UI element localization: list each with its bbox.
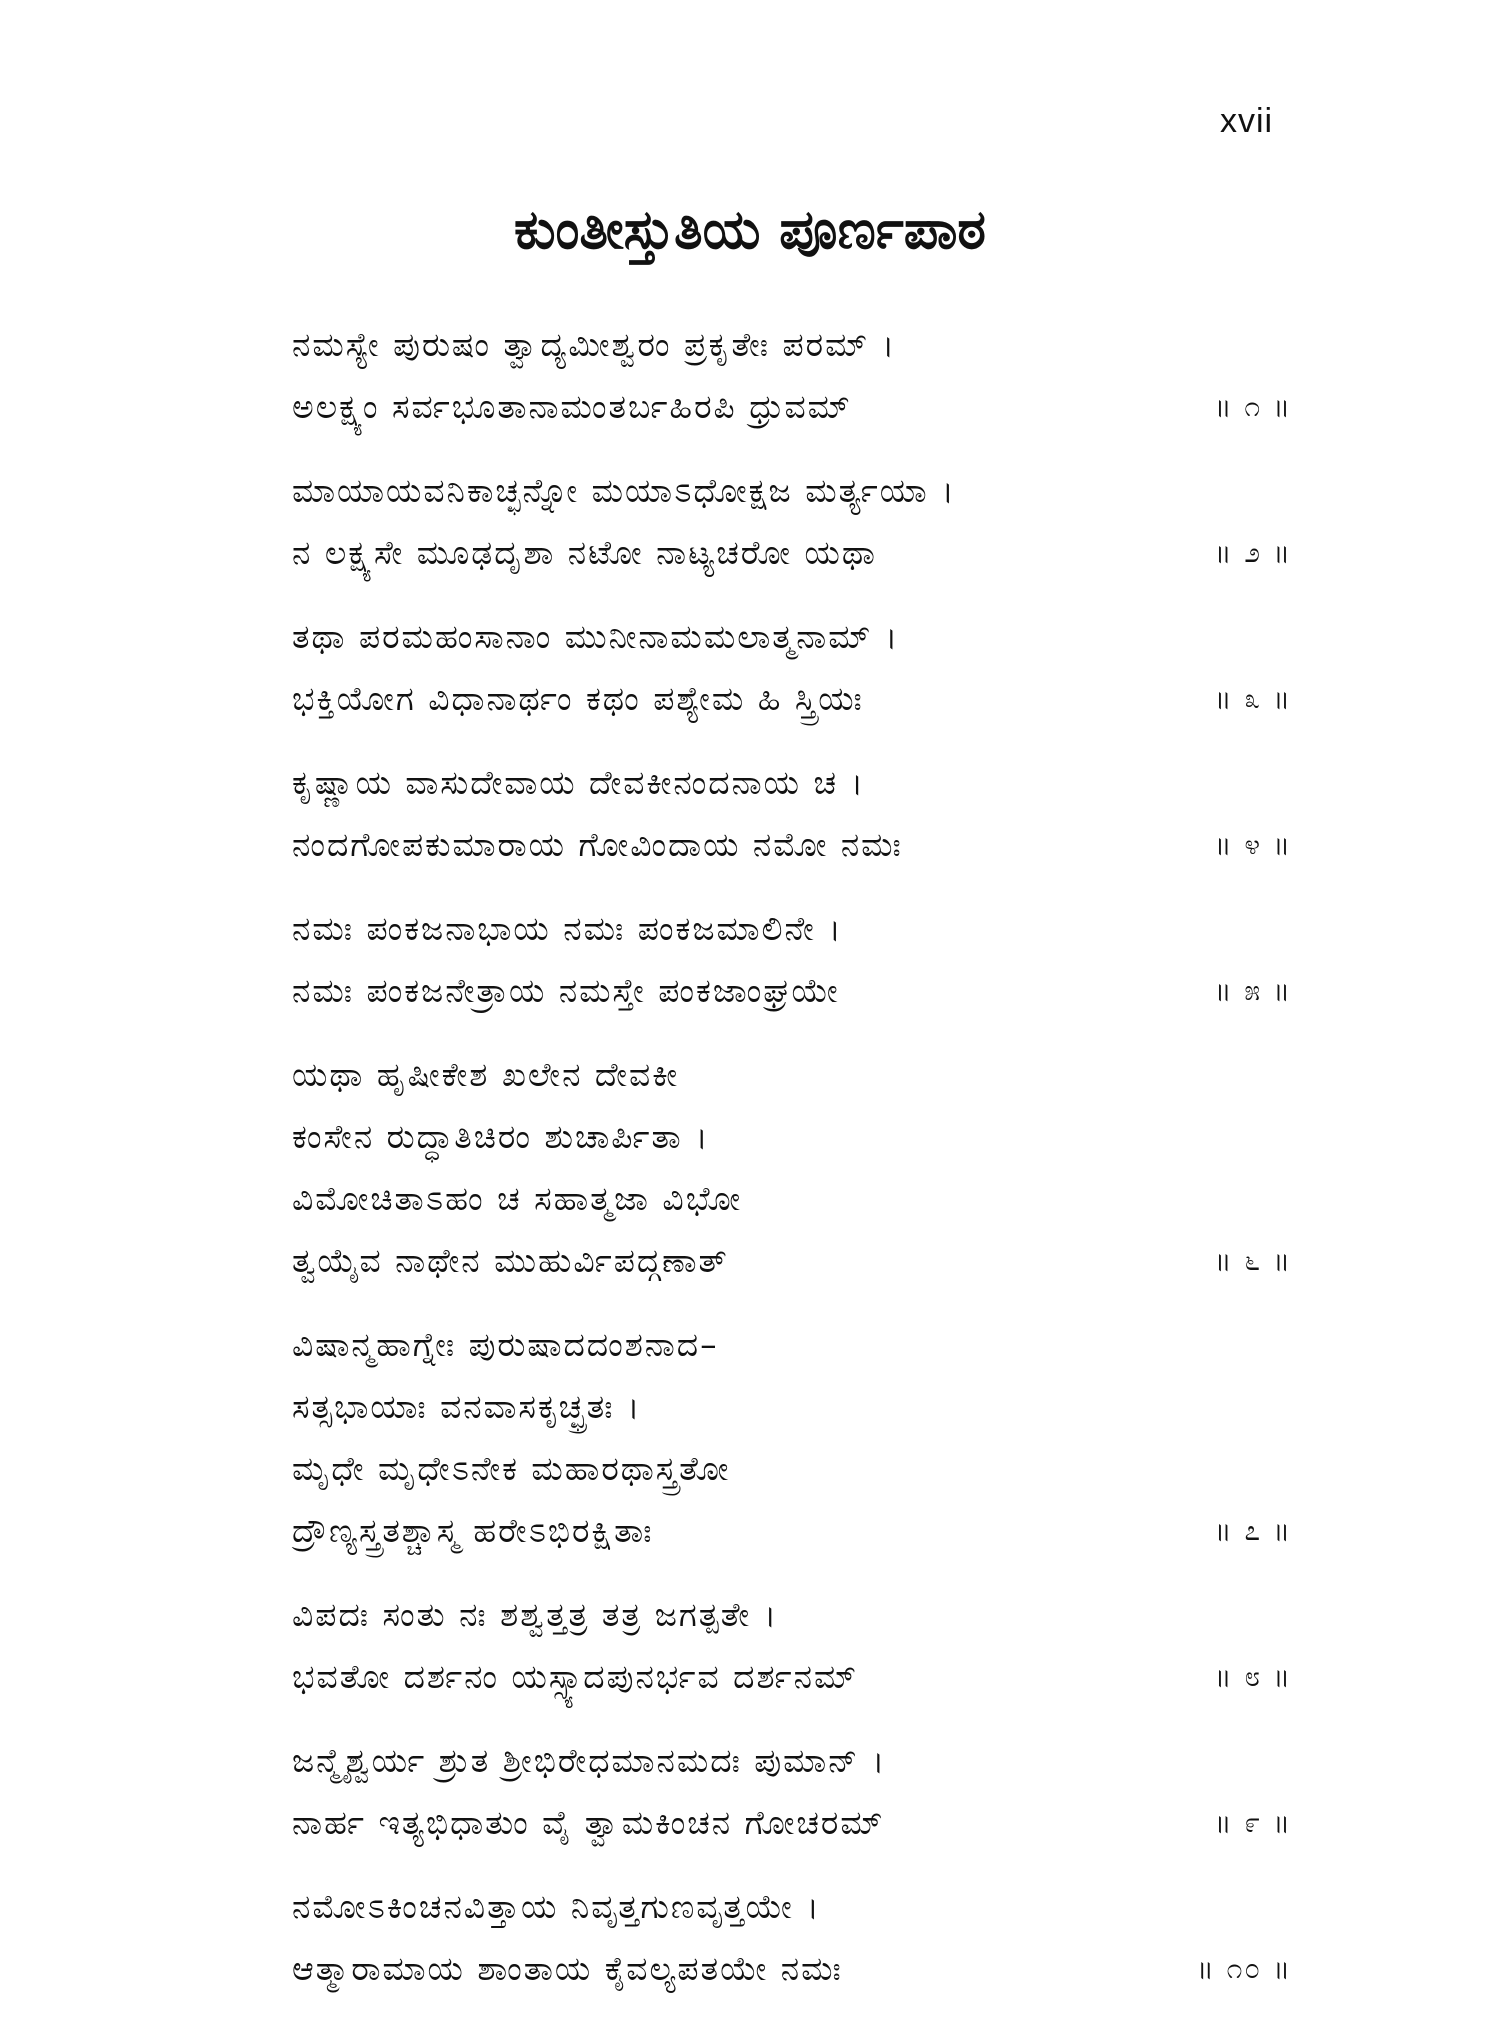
verse-line [292,1500,1292,1562]
verse-line [292,1314,1292,1376]
verse-line [292,668,1292,730]
verse-block [292,1044,1292,1292]
verse-block [292,314,1292,438]
verse-text: ನ ಲಕ್ಷ್ಯಸೇ ಮೂಢದೃಶಾ ನಟೋ ನಾಟ್ಯಚರೋ ಯಥಾ [292,533,877,572]
verse-block [292,460,1292,584]
verse-text: ಮೃಧೇ ಮೃಧೇಽನೇಕ ಮಹಾರಥಾಸ್ತ್ರತೋ [292,1449,731,1488]
verse-text: ತಥಾ ಪರಮಹಂಸಾನಾಂ ಮುನೀನಾಮಮಲಾತ್ಮನಾಮ್ । [292,617,900,656]
verse-block [292,1314,1292,1562]
verse-number: ॥ ೪ ॥ [1214,828,1292,861]
verse-text: ಅಲಕ್ಷ್ಯಂ ಸರ್ವಭೂತಾನಾಮಂತರ್ಬಹಿರಪಿ ಧ್ರುವಮ್ [292,387,852,426]
verse-text: ನಮಃ ಪಂಕಜನಾಭಾಯ ನಮಃ ಪಂಕಜಮಾಲಿನೇ । [292,909,843,948]
verse-number: ॥ ೮ ॥ [1214,1660,1292,1693]
verse-number: ॥ ೭ ॥ [1214,1514,1292,1547]
verse-line [292,1376,1292,1438]
verse-text: ಕಂಸೇನ ರುದ್ಧಾತಿಚಿರಂ ಶುಚಾರ್ಪಿತಾ । [292,1117,710,1156]
verse-line [292,898,1292,960]
verse-line [292,1044,1292,1106]
verse-text: ಯಥಾ ಹೃಷೀಕೇಶ ಖಲೇನ ದೇವಕೀ [292,1055,680,1094]
verse-line [292,606,1292,668]
verse-number: ॥ ೧೦ ॥ [1196,1952,1292,1985]
verse-line [292,314,1292,376]
verse-line [292,1168,1292,1230]
verse-line [292,960,1292,1022]
verse-line [292,1646,1292,1708]
verse-text: ಮಾಯಾಯವನಿಕಾಚ್ಛನ್ನೋ ಮಯಾಽಧೋಕ್ಷಜ ಮರ್ತ್ಯಯಾ । [292,471,956,510]
verse-line [292,1876,1292,1938]
verse-block [292,898,1292,1022]
verse-text: ನಮಸ್ಯೇ ಪುರುಷಂ ತ್ವಾದ್ಯಮೀಶ್ವರಂ ಪ್ರಕೃತೇಃ ಪರಮ್ । [292,325,897,364]
verse-number: ॥ ೯ ॥ [1214,1806,1292,1839]
verse-number: ॥ ೩ ॥ [1214,682,1292,715]
verse-line [292,814,1292,876]
verse-line [292,1230,1292,1292]
verse-text: ಭಕ್ತಿಯೋಗ ವಿಧಾನಾರ್ಥಂ ಕಥಂ ಪಶ್ಯೇಮ ಹಿ ಸ್ತ್ರಿಯಃ [292,679,864,718]
page-number: xvii [1220,102,1274,140]
verse-block [292,1584,1292,1708]
verse-text: ಕೃಷ್ಣಾಯ ವಾಸುದೇವಾಯ ದೇವಕೀನಂದನಾಯ ಚ । [292,763,866,802]
verse-text: ವಿಷಾನ್ಮಹಾಗ್ನೇಃ ಪುರುಷಾದದಂಶನಾದ– [292,1325,719,1364]
verse-number: ॥ ೫ ॥ [1214,974,1292,1007]
verse-number: ॥ ೨ ॥ [1214,536,1292,569]
verse-text: ತ್ವಯೈವ ನಾಥೇನ ಮುಹುರ್ವಿಪದ್ಗಣಾತ್ [292,1241,729,1280]
verse-block [292,1730,1292,1854]
verse-text: ನಮಃ ಪಂಕಜನೇತ್ರಾಯ ನಮಸ್ತೇ ಪಂಕಜಾಂಘ್ರಯೇ [292,971,840,1010]
verse-text: ದ್ರೌಣ್ಯಸ್ತ್ರತಶ್ಚಾಸ್ಮ ಹರೇಽಭಿರಕ್ಷಿತಾಃ [292,1511,654,1550]
verse-line [292,1938,1292,2000]
verse-line [292,1584,1292,1646]
verse-text: ಜನ್ಮೈಶ್ವರ್ಯ ಶ್ರುತ ಶ್ರೀಭಿರೇಧಮಾನಮದಃ ಪುಮಾನ್ । [292,1741,887,1780]
verse-text: ಸತ್ಸಭಾಯಾಃ ವನವಾಸಕೃಚ್ಛ್ರತಃ । [292,1387,642,1426]
verse-line [292,376,1292,438]
verse-line [292,1730,1292,1792]
verse-block [292,752,1292,876]
verse-text: ನಾರ್ಹ ಇತ್ಯಭಿಧಾತುಂ ವೈ ತ್ವಾಮಕಿಂಚನ ಗೋಚರಮ್ [292,1803,885,1842]
verse-text: ವಿಪದಃ ಸಂತು ನಃ ಶಶ್ವತ್ತತ್ರ ತತ್ರ ಜಗತ್ಪತೇ । [292,1595,779,1634]
verse-line [292,522,1292,584]
verse-block [292,606,1292,730]
verse-text: ಆತ್ಮಾರಾಮಾಯ ಶಾಂತಾಯ ಕೈವಲ್ಯಪತಯೇ ನಮಃ [292,1949,843,1988]
verse-block [292,1876,1292,2000]
verse-number: ॥ ೬ ॥ [1214,1244,1292,1277]
verse-text: ನಮೋಽಕಿಂಚನವಿತ್ತಾಯ ನಿವೃತ್ತಗುಣವೃತ್ತಯೇ । [292,1887,821,1926]
verse-line [292,1792,1292,1854]
verse-line [292,1106,1292,1168]
verse-line [292,752,1292,814]
verse-line [292,1438,1292,1500]
verse-list [292,314,1292,2022]
verse-text: ವಿಮೋಚಿತಾಽಹಂ ಚ ಸಹಾತ್ಮಜಾ ವಿಭೋ [292,1179,743,1218]
page-title: ಕುಂತೀಸ್ತುತಿಯ ಪೂರ್ಣಪಾಠ [514,198,986,261]
verse-text: ನಂದಗೋಪಕುಮಾರಾಯ ಗೋವಿಂದಾಯ ನಮೋ ನಮಃ [292,825,903,864]
verse-text: ಭವತೋ ದರ್ಶನಂ ಯಸ್ಸ್ಯಾದಪುನರ್ಭವ ದರ್ಶನಮ್ [292,1657,859,1696]
verse-line [292,460,1292,522]
verse-number: ॥ ೧ ॥ [1214,390,1292,423]
